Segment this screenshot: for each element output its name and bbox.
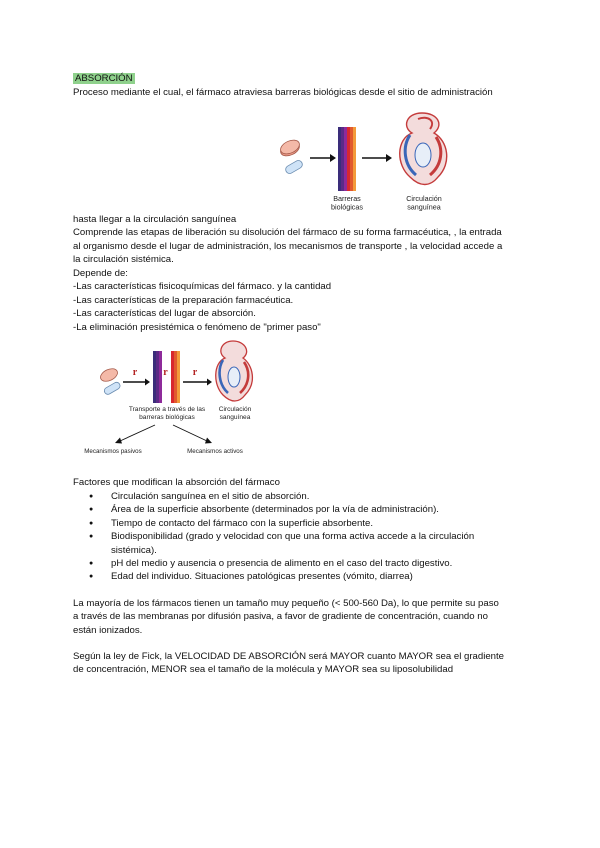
comprende-line: la circulación sistémica.	[73, 254, 174, 265]
heart-circulation-icon	[216, 341, 253, 401]
absorption-diagram-1	[278, 105, 483, 215]
depende-item: -Las características fisicoquímicas del fármaco. y la cantidad	[73, 281, 332, 292]
r-symbol: r	[192, 367, 198, 378]
comprende-line: Comprende las etapas de liberación su disolución del fármaco de su forma farmacéutica, , la entrada	[73, 227, 502, 238]
factors-list	[86, 490, 546, 584]
factor-item: ● Biodisponibilidad (grado y velocidad con que una forma activa accede a la circulación sistémica).	[86, 530, 546, 557]
factors-title: Factores que modifican la absorción del fármaco	[73, 477, 280, 488]
definition-line-2: hasta llegar a la circulación sanguínea	[73, 214, 237, 225]
absorption-diagram-2	[84, 337, 275, 467]
r-symbol: r	[132, 367, 138, 378]
label-transport-2: barreras biológicas	[139, 414, 195, 421]
factor-item: ● Área de la superficie absorbente (determinados por la vía de administración).	[86, 503, 546, 516]
label-passive: Mecanismos pasivos	[84, 448, 142, 455]
branch-arrows	[115, 425, 212, 444]
label-barriers-2: biológicas	[331, 202, 363, 212]
label-barriers-1: Barreras	[333, 194, 361, 203]
label-transport-1: Transporte a través de las	[128, 406, 206, 413]
factor-item: ● Circulación sanguínea en el sitio de absorción.	[86, 490, 546, 503]
label-circulation-1: Circulación	[218, 406, 252, 413]
factor-item: ● Edad del individuo. Situaciones patológicas presentes (vómito, diarrea)	[86, 570, 546, 583]
pill-icon	[278, 137, 303, 175]
label-active: Mecanismos activos	[187, 448, 243, 455]
arrow-icon	[123, 379, 150, 386]
comprende-line: al organismo desde el lugar de administración, los mecanismos de transporte , la velocidad accede a	[73, 240, 503, 252]
comprende-paragraph	[73, 226, 502, 334]
definition-line-1: Proceso mediante el cual, el fármaco atraviesa barreras biológicas desde el sitio de administración	[73, 87, 493, 98]
label-circulation-2: sanguínea	[219, 414, 251, 421]
section-heading	[73, 72, 135, 86]
section-title: ABSORCIÓN	[75, 73, 133, 84]
fick-paragraph: Según la ley de Fick, la VELOCIDAD DE ABSORCIÓN será MAYOR cuanto MAYOR sea el gradiente de concentración, MENOR sea el tamaño de la molécula y MAYOR sea su liposolubilidad	[73, 651, 505, 676]
factor-item: ● Tiempo de contacto del fármaco con la superficie absorbente.	[86, 517, 546, 530]
label-circulation-2: sanguínea	[407, 202, 441, 212]
label-circulation-1: Circulación	[406, 194, 442, 203]
depende-title: Depende de:	[73, 267, 128, 279]
arrow-icon	[183, 379, 212, 386]
depende-item: -La eliminación presistémica o fenómeno de "primer paso"	[73, 321, 321, 333]
heart-circulation-icon	[400, 113, 447, 185]
barrier-bars	[338, 127, 356, 191]
size-paragraph: La mayoría de los fármacos tienen un tamaño muy pequeño (< 500-560 Da), lo que permite su paso a través de las membranas por difusión pasiva, a favor de gradiente de concentración, cuando no están ionizados.	[73, 598, 499, 636]
depende-item: -Las características del lugar de absorción.	[73, 308, 256, 319]
r-symbol: r	[163, 367, 168, 378]
arrow-icon	[310, 154, 336, 162]
depende-item: -Las características de la preparación farmacéutica.	[73, 294, 294, 306]
factor-item: ● pH del medio y ausencia o presencia de alimento en el caso del tracto digestivo.	[86, 557, 546, 570]
pill-icon	[99, 366, 122, 395]
arrow-icon	[362, 154, 392, 162]
